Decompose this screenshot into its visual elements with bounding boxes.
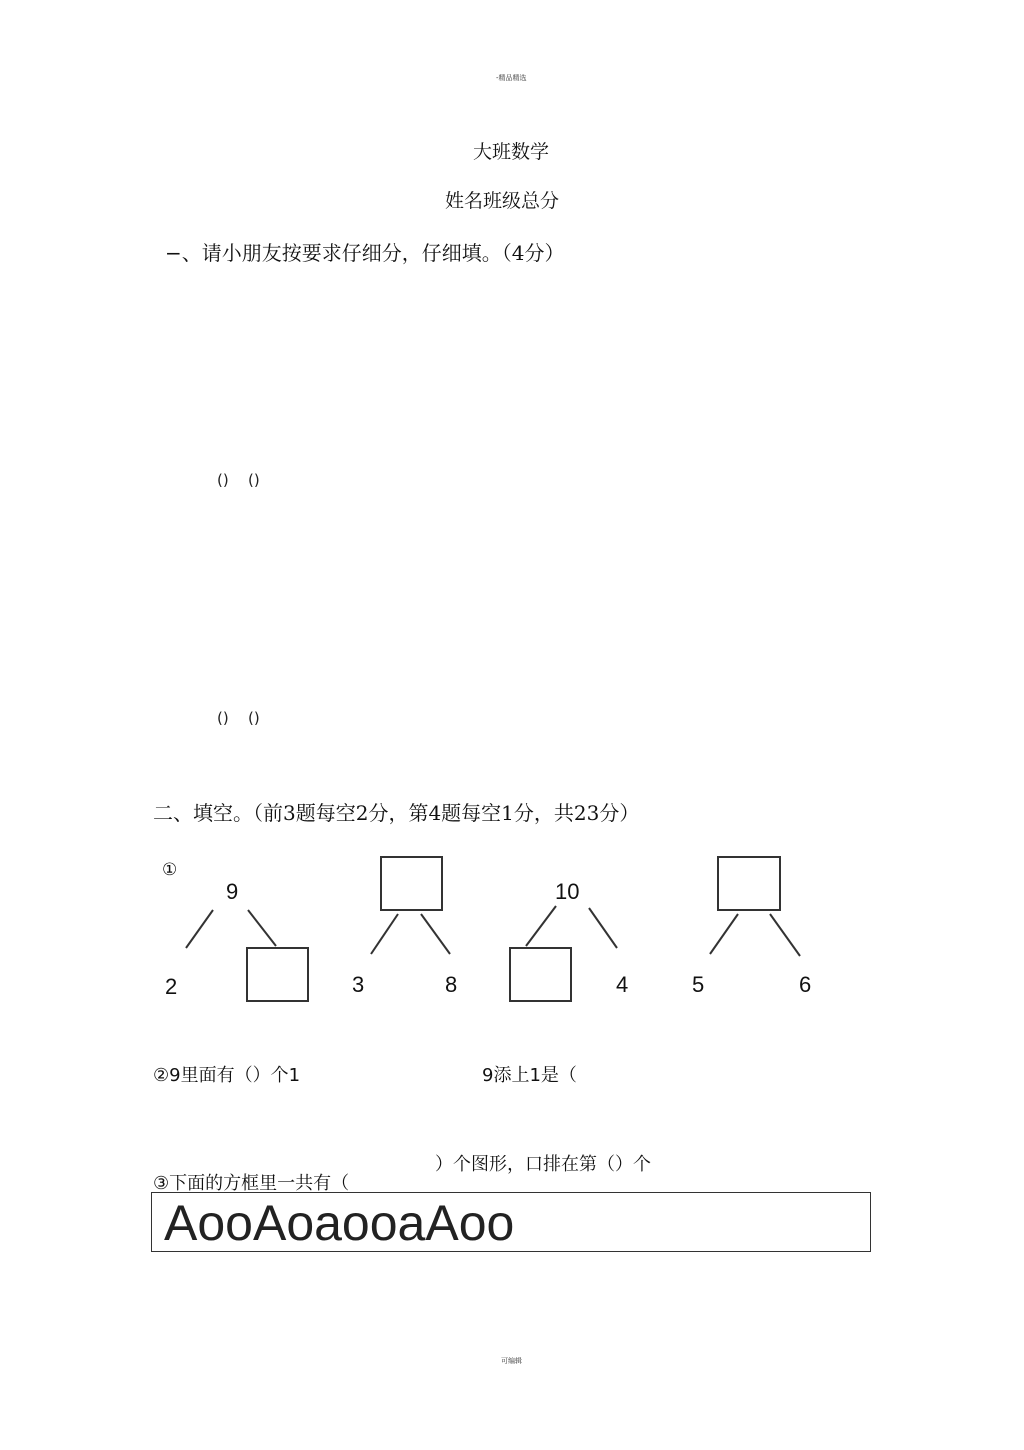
tree-left-number: 2 <box>165 974 178 999</box>
answer-box <box>247 948 308 1001</box>
answer-box <box>381 857 442 910</box>
tree-right-number: 8 <box>445 972 458 997</box>
shapes-sequence: AooAoaooaAoo <box>164 1195 515 1251</box>
question3-part1: ③下面的方框里一共有（ <box>153 1173 350 1194</box>
page-title: 大班数学 <box>473 141 550 163</box>
branch-line <box>248 910 276 946</box>
question2-part1: ②9里面有（）个1 <box>153 1065 301 1086</box>
tree-top-number: 10 <box>555 879 580 904</box>
answer-blank: () <box>217 471 229 489</box>
branch-line <box>526 906 556 946</box>
branch-line <box>371 914 398 954</box>
answer-blank: () <box>217 709 229 727</box>
answer-blank: () <box>248 709 260 727</box>
page-subtitle: 姓名班级总分 <box>445 190 560 212</box>
section2-heading: 二、填空。（前3题每空2分，第4题每空1分，共23分） <box>153 801 640 825</box>
header-note: -精品精选 <box>496 74 527 82</box>
tree-left-number: 5 <box>692 972 705 997</box>
branch-line <box>421 914 450 954</box>
branch-line <box>770 914 800 956</box>
tree-top-number: 9 <box>226 879 239 904</box>
footer-note: 可编辑 <box>501 1357 522 1365</box>
question2-part2: 9添上1是（ <box>482 1065 577 1086</box>
question1-marker: ① <box>162 860 178 880</box>
answer-box <box>510 948 571 1001</box>
tree-right-number: 4 <box>616 972 629 997</box>
branch-line <box>186 910 213 948</box>
branch-line <box>589 908 617 948</box>
tree-left-number: 3 <box>352 972 365 997</box>
answer-blank: () <box>248 471 260 489</box>
section1-heading: −、请小朋友按要求仔细分，仔细填。（4分） <box>165 241 565 265</box>
branch-line <box>710 914 738 954</box>
tree-right-number: 6 <box>799 972 812 997</box>
question3-part2: ）个图形，口排在第（）个 <box>435 1154 651 1175</box>
shapes-box <box>151 1192 871 1252</box>
answer-box <box>718 857 780 910</box>
